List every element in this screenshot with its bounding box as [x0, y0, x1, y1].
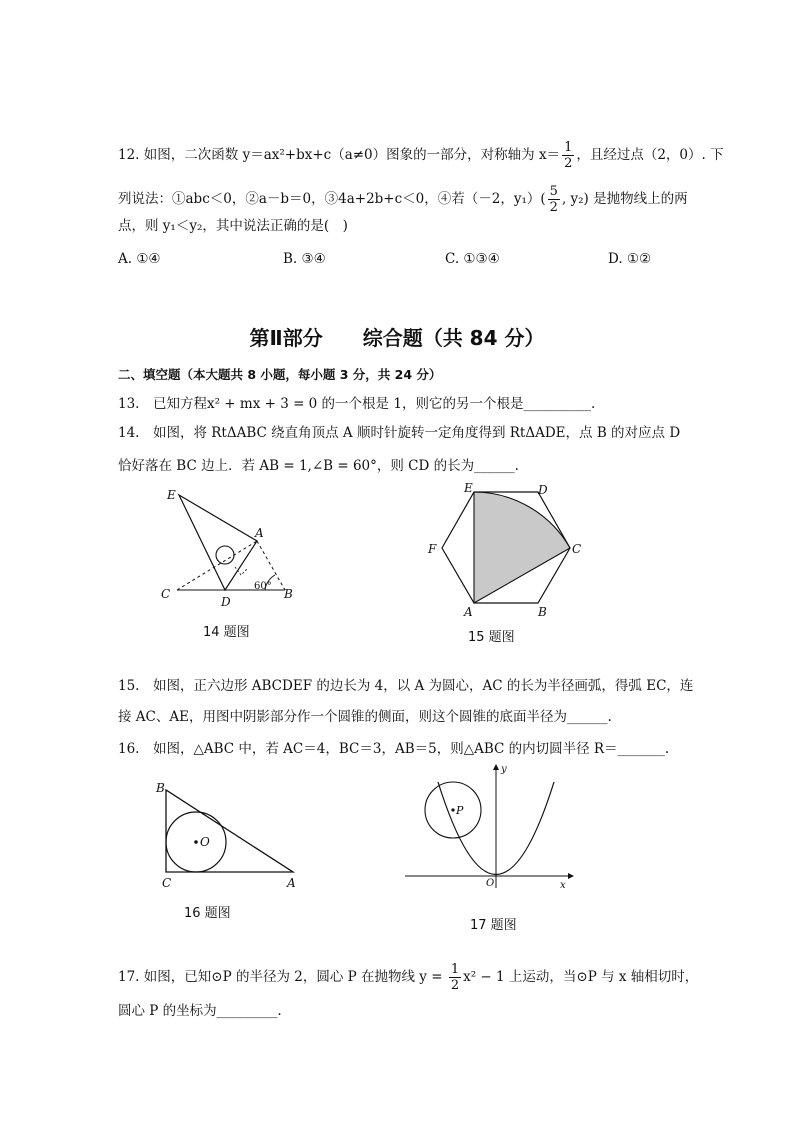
segment-ca-dashed — [177, 541, 257, 590]
label-o: O — [486, 878, 495, 889]
figure-14 — [155, 485, 305, 615]
label-angle: 60° — [254, 581, 272, 592]
label-b: B — [538, 605, 547, 619]
figure-16 — [150, 780, 305, 895]
label-c: C — [161, 587, 171, 601]
figure-17-caption: 17 题图 — [470, 918, 517, 933]
q12-text-2: y＝ax²+bx+c（a≠0）图象的一部分，对称轴为 x＝ — [242, 147, 561, 163]
q12-option-d: D. ①② — [608, 251, 652, 267]
figure-17 — [400, 762, 575, 892]
q17-fraction — [449, 962, 461, 993]
label-b: B — [156, 781, 165, 795]
label-p: P — [456, 804, 464, 817]
label-e: E — [464, 481, 473, 495]
x-axis-arrow — [568, 873, 574, 879]
point-p — [451, 808, 454, 811]
q12-text-1: 12. 如图，二次函数 — [118, 147, 243, 163]
q12-line1 — [118, 140, 724, 171]
q17-frac-den: 2 — [450, 978, 460, 993]
label-a: A — [287, 876, 296, 890]
label-b: B — [284, 587, 293, 601]
q12-option-a: A. ①④ — [118, 251, 161, 267]
triangle-abc — [166, 790, 293, 872]
label-c: C — [162, 876, 172, 890]
q12-text-4: 列说法：①abc＜0，②a－b＝0，③4a+2b+c＜0，④若（－2，y₁）( — [118, 191, 546, 207]
figure-14-caption: 14 题图 — [203, 625, 250, 640]
y-axis-arrow — [493, 764, 499, 770]
q17-text-1: 17. 如图，已知⊙P 的半径为 2，圆心 P 在抛物线 y = — [118, 969, 447, 985]
q15-line2: 接 AC、AE，用图中阴影部分作一个圆锥的侧面，则这个圆锥的底面半径为______. — [118, 709, 612, 725]
shaded-sector — [474, 492, 570, 603]
label-o: O — [200, 835, 210, 849]
figure-15-caption: 15 题图 — [468, 630, 515, 645]
q14-line1: 14. 如图，将 RtΔABC 绕直角顶点 A 顺时针旋转一定角度得到 RtΔADE，点 B 的对应点 D — [118, 425, 681, 441]
q12-text-5: , y₂) 是抛物线上的两 — [561, 191, 688, 207]
triangle-ade — [179, 495, 257, 590]
q12-frac-den: 2 — [564, 156, 573, 171]
q17-frac-num: 1 — [450, 962, 460, 977]
label-y: y — [501, 764, 507, 775]
part2-title: 第Ⅱ部分 综合题（共 84 分） — [249, 326, 545, 350]
q17-text-2: x² − 1 上运动，当⊙P 与 x 轴相切时， — [463, 969, 699, 985]
q16-text: 16. 如图，△ABC 中，若 AC＝4，BC＝3，AB＝5，则△ABC 的内切圆半径 R＝_______. — [118, 741, 670, 757]
small-circle — [216, 546, 234, 564]
q12-fraction-2 — [548, 184, 560, 215]
q12-option-b: B. ③④ — [283, 251, 326, 267]
section-heading: 二、填空题（本大题共 8 小题，每小题 3 分，共 24 分） — [118, 367, 442, 382]
q12-text-3: ，且经过点（2，0）. 下 — [576, 147, 724, 163]
q12-option-c: C. ①③④ — [445, 251, 500, 267]
label-d: D — [538, 483, 548, 497]
q12-frac2-den: 2 — [549, 200, 558, 215]
label-a: A — [464, 605, 473, 619]
label-c: C — [572, 542, 582, 556]
figure-16-caption: 16 题图 — [184, 906, 231, 921]
q12-frac-num: 1 — [564, 140, 573, 155]
label-d: D — [221, 595, 231, 609]
label-a: A — [255, 526, 264, 540]
q12-line3: 点，则 y₁＜y₂，其中说法正确的是( ) — [118, 218, 348, 234]
q12-line2 — [118, 184, 688, 215]
q17-line2: 圆心 P 的坐标为_________. — [118, 1003, 282, 1019]
q12-frac2-num: 5 — [549, 184, 558, 199]
label-f: F — [428, 542, 437, 556]
figure-15 — [420, 480, 590, 620]
q12-fraction — [562, 140, 574, 171]
q14-line2: 恰好落在 BC 边上．若 AB = 1,∠B = 60°，则 CD 的长为______. — [118, 458, 519, 474]
center-dot — [194, 840, 198, 844]
q13-text: 13. 已知方程x² + mx + 3 = 0 的一个根是 1，则它的另一个根是__________. — [118, 396, 596, 412]
label-x: x — [560, 880, 566, 891]
q17-line1 — [118, 962, 698, 993]
q15-line1: 15. 如图，正六边形 ABCDEF 的边长为 4，以 A 为圆心，AC 的长为半径画弧，得弧 EC，连 — [118, 678, 694, 694]
label-e: E — [167, 488, 176, 502]
